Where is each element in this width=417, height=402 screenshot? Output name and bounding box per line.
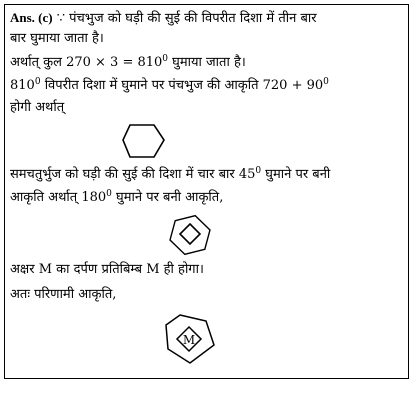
because-symbol: ∵	[56, 11, 66, 26]
answer-line-3: अर्थात् कुल $270 \times 3 = 810^0$ घुमाया जाता है।	[10, 54, 246, 70]
answer-line-1	[10, 10, 317, 27]
line1-text: पंचभुज को घड़ी की सुई की विपरीत दिशा में तीन बार	[69, 11, 317, 26]
answer-label: Ans. (c)	[10, 10, 53, 25]
answer-line-2: बार घुमाया जाता है।	[10, 31, 104, 46]
answer-line-8: अक्षर M का दर्पण प्रतिबिम्ब M ही होगा।	[10, 262, 204, 277]
pentagon-with-diamond-figure	[168, 213, 212, 257]
answer-line-4: $810^0$ विपरीत दिशा में घुमाने पर पंचभुज की आकृति $720 + 90^0$	[10, 77, 329, 93]
figure-letter-m: M	[182, 333, 196, 347]
answer-line-5: होगी अर्थात्	[10, 100, 65, 115]
pentagon-figure	[120, 122, 170, 160]
answer-line-9: अतः परिणामी आकृति,	[10, 287, 117, 302]
answer-line-7: आकृति अर्थात् $180^0$ घुमाने पर बनी आकृति,	[10, 189, 224, 205]
pentagon-diamond-m-figure	[162, 313, 216, 365]
answer-line-6: समचतुर्भुज को घड़ी की सुई की दिशा में चार बार $45^0$ घुमाने पर बनी	[10, 166, 331, 182]
